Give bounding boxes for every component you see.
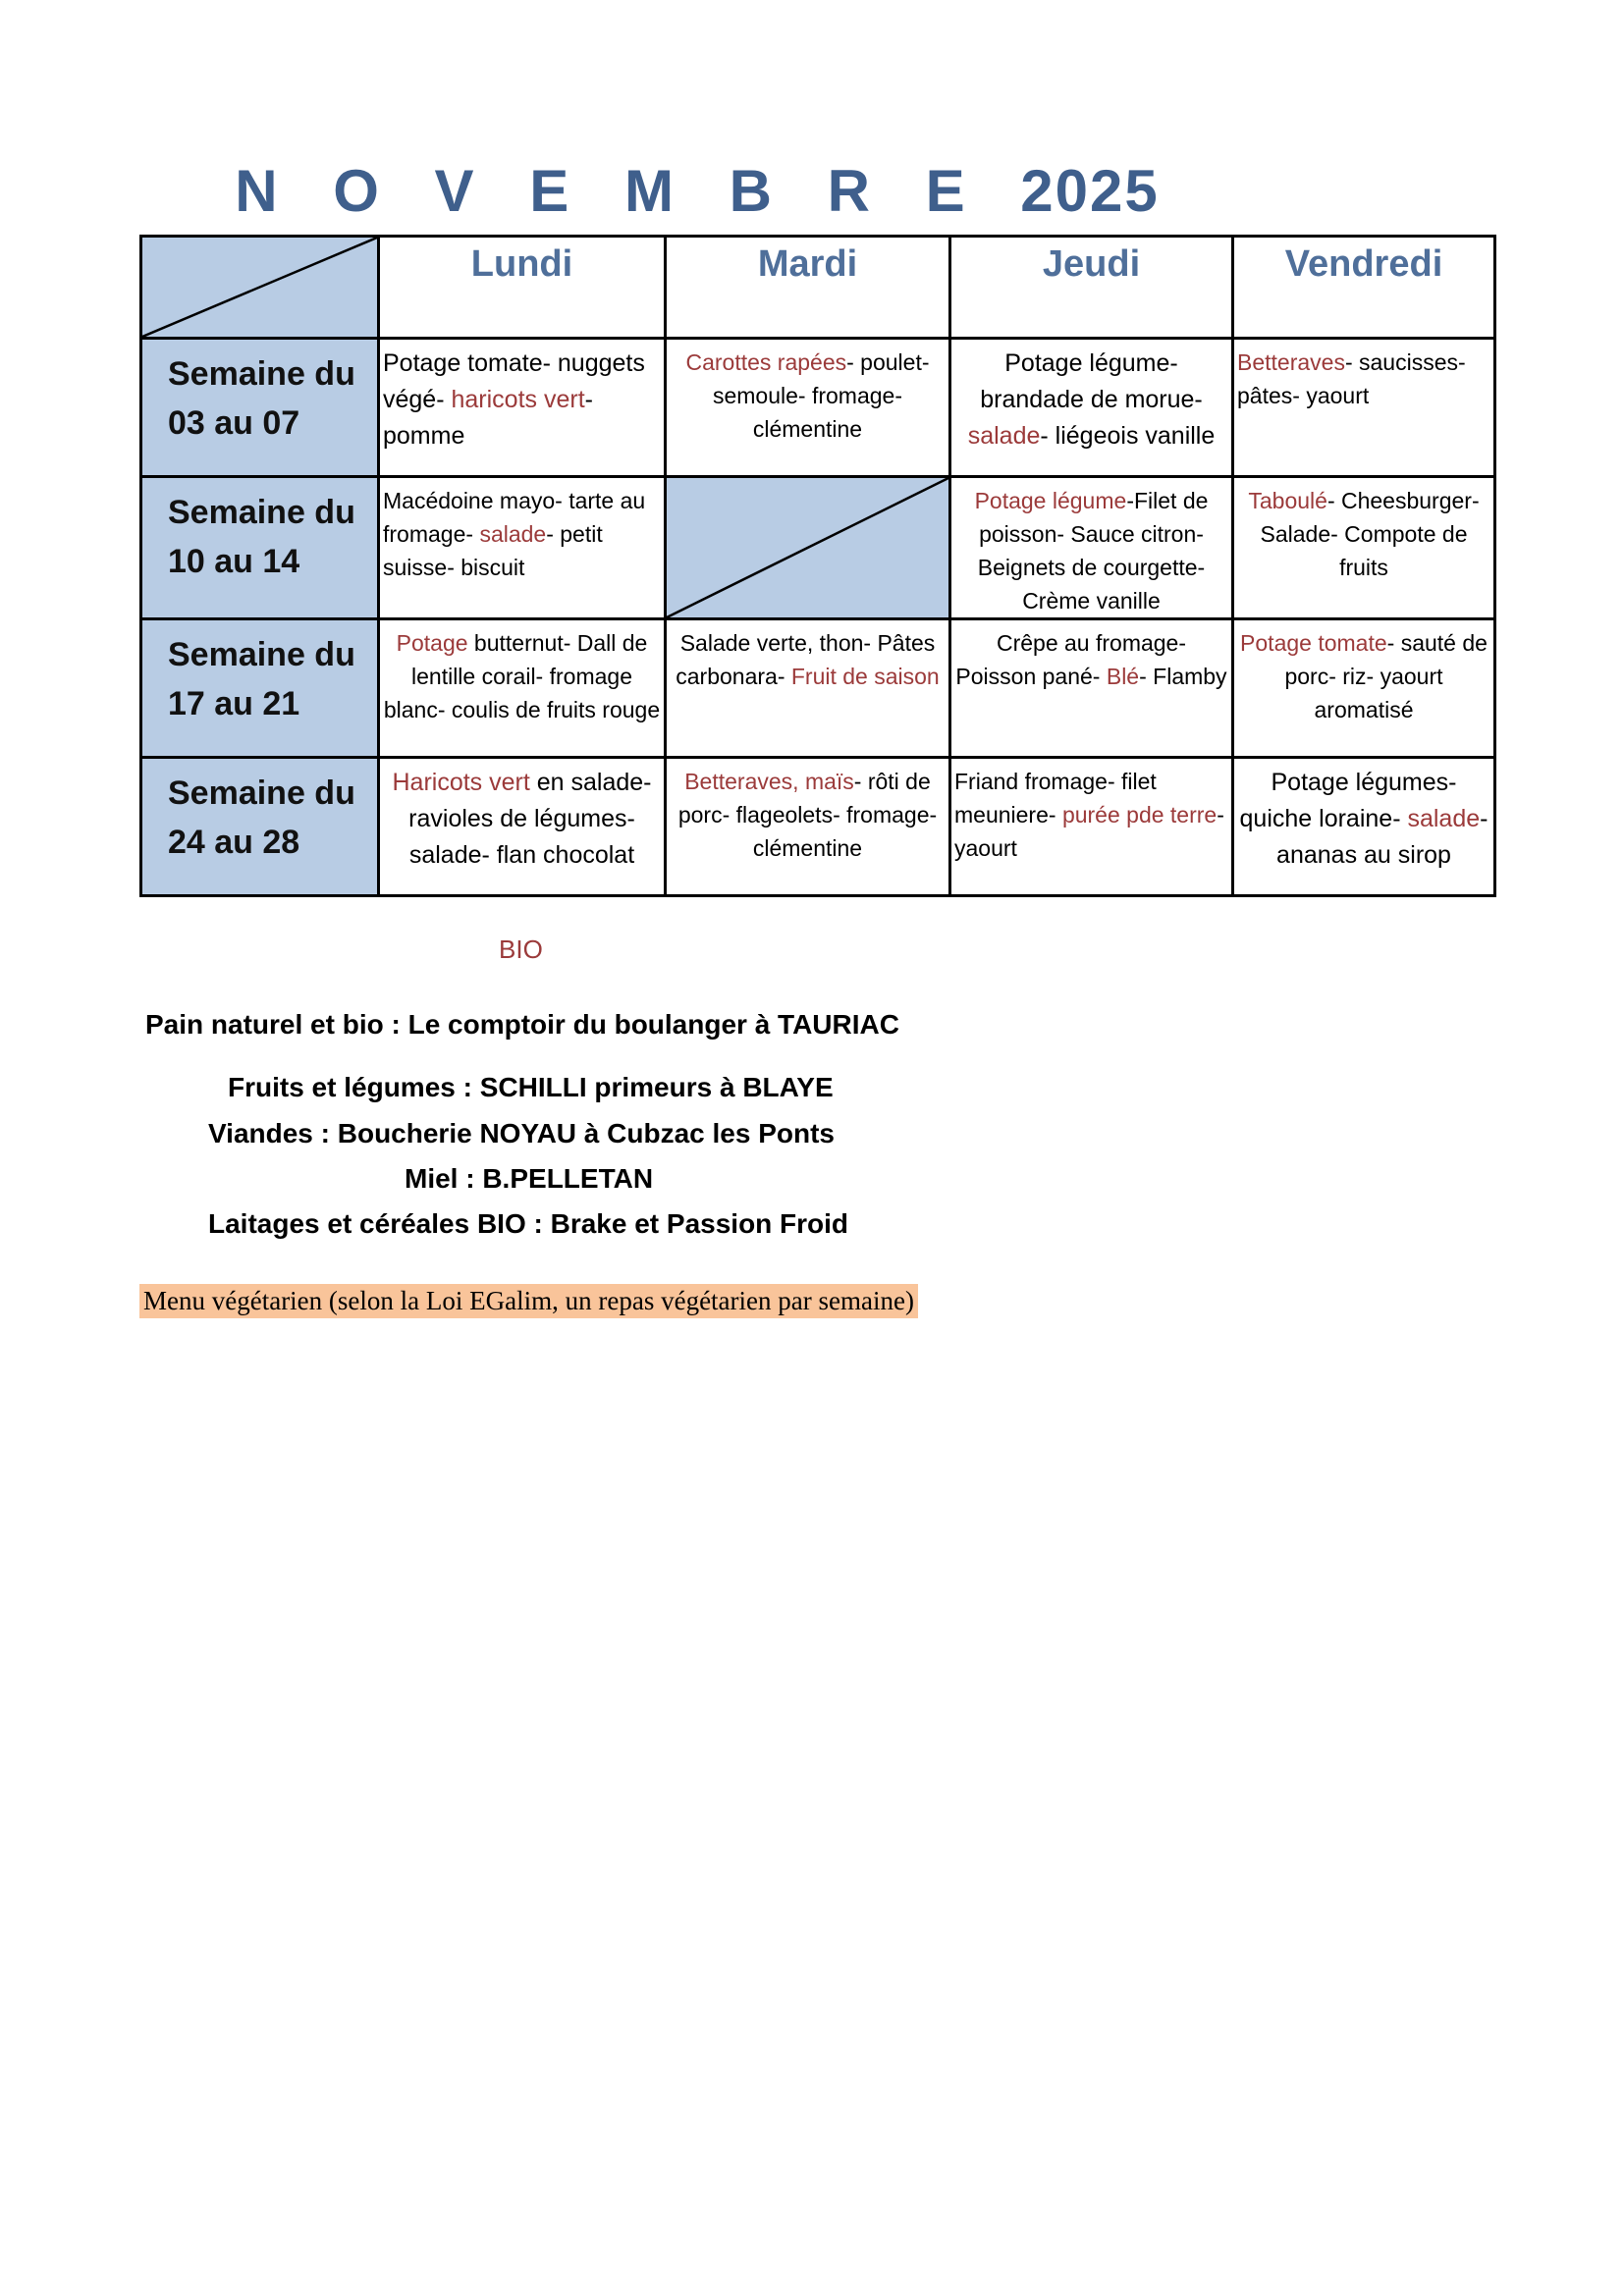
menu-cell [950,619,1233,758]
no-meal-cell [666,477,950,619]
bio-dish-text: purée pde terre [1061,802,1218,828]
bio-dish-text: Blé [1106,664,1140,689]
diagonal-line [667,478,948,617]
dish-text: - liégeois vanille [1040,422,1216,450]
menu-cell [666,339,950,477]
menu-cell [1233,758,1495,896]
bio-dish-text: Betteraves, maïs [684,769,854,794]
supplier-pain: Pain naturel et bio : Le comptoir du boulanger à TAURIAC [145,1009,899,1040]
dish-text: - sauté de porc- riz- yaourt aromatisé [1284,630,1488,722]
week-row [141,758,1495,896]
day-header-lundi: Lundi [379,237,666,339]
week-label: Semaine du 24 au 28 [141,758,379,896]
dish-text: en salade- ravioles de légumes- salade- flan chocolat [408,769,652,869]
week-row [141,477,1495,619]
title-month: N O V E M B R E [235,158,985,224]
menu-cell [950,758,1233,896]
supplier-viandes: Viandes : Boucherie NOYAU à Cubzac les Ponts [208,1118,835,1148]
vegetarian-note: Menu végétarien (selon la Loi EGalim, un repas végétarien par semaine) [139,1284,918,1318]
dish-text: - Flamby [1139,664,1227,689]
menu-table [139,235,1496,897]
dish-text: - Cheesburger- Salade- Compote de fruits [1260,488,1480,580]
dish-text: - rôti de porc- flageolets- fromage- clémentine [677,769,938,861]
day-header-mardi: Mardi [666,237,950,339]
menu-cell [950,339,1233,477]
supplier-fruits: Fruits et légumes : SCHILLI primeurs à BLAYE [228,1072,834,1102]
week-label: Semaine du 10 au 14 [141,477,379,619]
dish-text: Potage tomate- nuggets végé- [383,349,645,413]
menu-cell [379,339,666,477]
corner-cell [141,237,379,339]
bio-dish-text: Haricots vert [392,769,530,796]
menu-cell [379,477,666,619]
menu-cell [1233,477,1495,619]
week-row [141,619,1495,758]
menu-cell [950,477,1233,619]
week-label: Semaine du 17 au 21 [141,619,379,758]
bio-dish-text: salade [479,521,547,547]
dish-text: Salade verte, thon- Pâtes carbonara- [676,630,936,689]
dish-text: Macédoine mayo- tarte au fromage- [383,488,646,547]
dish-text: - poulet- semoule- fromage- clémentine [712,349,930,442]
header-row [141,237,1495,339]
dish-text: - saucisses- pâtes- yaourt [1237,349,1466,408]
bio-dish-text: salade [1407,805,1481,832]
bio-dish-text: Potage légume [974,488,1127,513]
menu-cell [1233,619,1495,758]
bio-legend: BIO [499,934,543,964]
menu-cell [1233,339,1495,477]
supplier-laitages: Laitages et céréales BIO : Brake et Passion Froid [208,1208,849,1239]
bio-dish-text: Taboulé [1248,488,1327,513]
week-row [141,339,1495,477]
menu-cell [666,619,950,758]
dish-text: Potage légumes- quiche loraine- [1239,769,1457,832]
dish-text: - yaourt [954,802,1224,861]
dish-text: - petit suisse- biscuit [383,521,603,580]
bio-dish-text: salade [967,422,1041,450]
dish-text: - ananas au sirop [1276,805,1489,869]
bio-dish-text: Carottes rapées [685,349,847,375]
title-year: 2025 [1020,158,1160,224]
bio-dish-text: Potage tomate [1240,630,1387,656]
dish-text: Crêpe au fromage- Poisson pané- [955,630,1187,689]
menu-cell [379,758,666,896]
bio-dish-text: Potage [396,630,468,656]
page-title [0,157,1394,225]
dish-text: Potage légume- brandade de morue- [980,349,1203,413]
menu-cell [666,758,950,896]
day-header-jeudi: Jeudi [950,237,1233,339]
menu-cell [379,619,666,758]
week-label: Semaine du 03 au 07 [141,339,379,477]
dish-text: - pomme [383,386,593,450]
dish-text: butternut- Dall de lentille corail- fromage blanc- coulis de fruits rouge [383,630,661,722]
bio-dish-text: Fruit de saison [790,664,940,689]
dish-text: -Filet de poisson- Sauce citron- Beignets de courgette- Crème vanille [977,488,1209,614]
day-header-vendredi: Vendredi [1233,237,1495,339]
bio-dish-text: haricots vert [451,386,585,413]
bio-dish-text: Betteraves [1237,349,1345,375]
diagonal-line [142,238,377,337]
supplier-miel: Miel : B.PELLETAN [405,1163,654,1194]
dish-text: Friand fromage- filet meuniere- [954,769,1157,828]
